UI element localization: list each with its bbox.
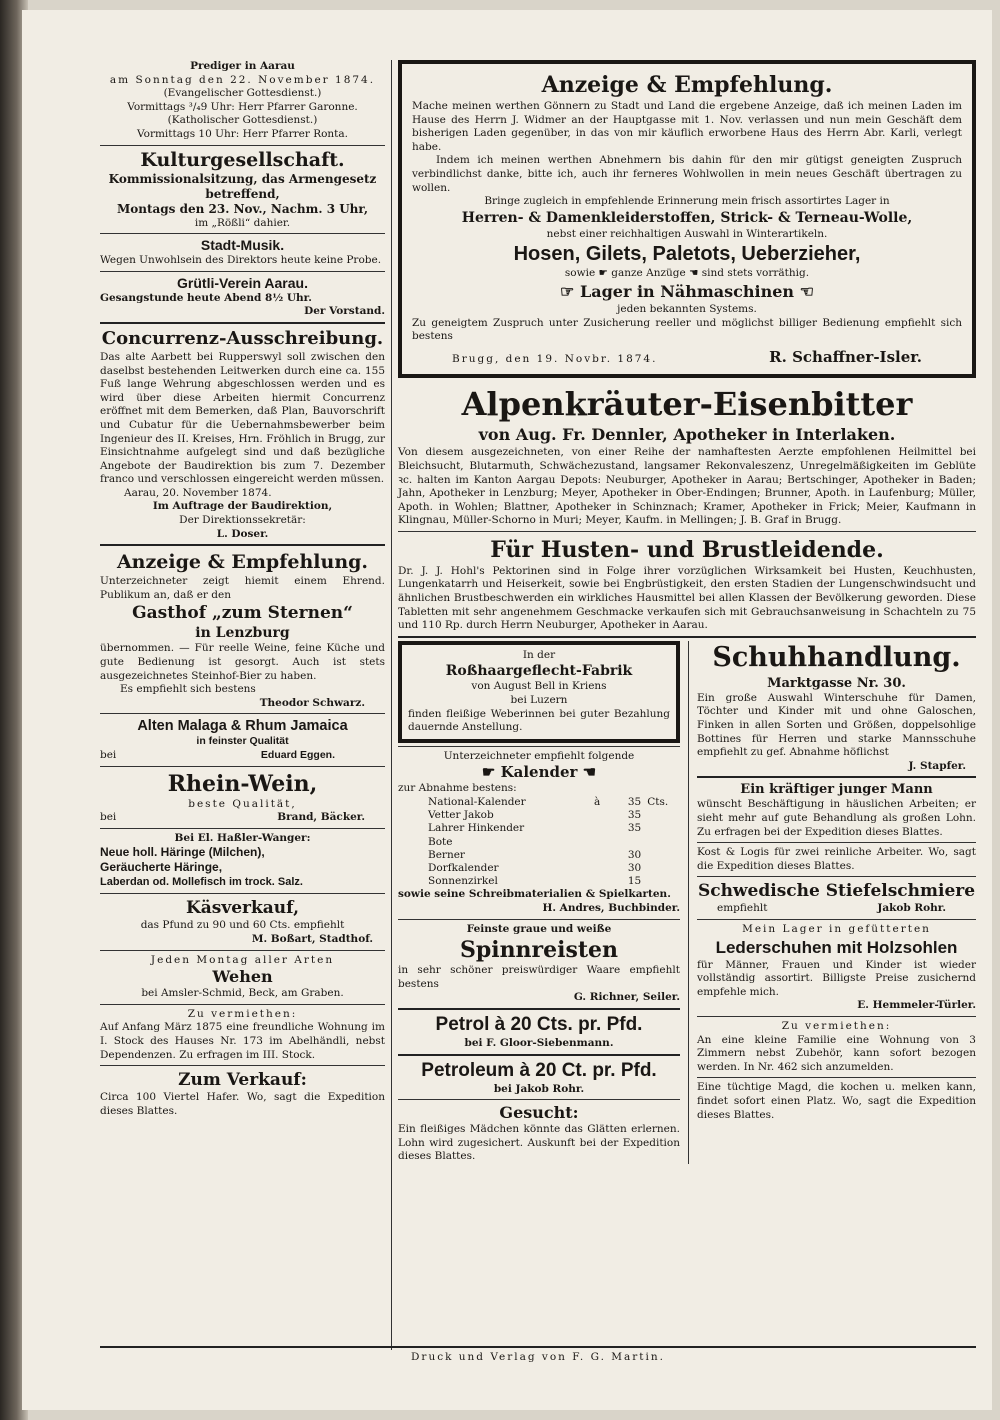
kalender-more: sowie seine Schreibmaterialien & Spielkarten. bbox=[398, 888, 671, 901]
verkauf-text: Circa 100 Viertel Hafer. Wo, sagt die Expedition dieses Blattes. bbox=[100, 1091, 385, 1117]
vermieten-left-notice bbox=[100, 1008, 385, 1062]
stiefel-title: Schwedische Stiefelschmiere bbox=[697, 881, 976, 902]
kalender-title: Kalender bbox=[500, 763, 578, 782]
concurrenz-sekr: Der Direktionssekretär: bbox=[179, 514, 306, 527]
hassler-notice bbox=[100, 832, 385, 891]
rosshaar-l3: bei Luzern bbox=[510, 694, 568, 707]
petrol-ad bbox=[398, 1013, 680, 1051]
kalender-item-name: Vetter Jakob bbox=[428, 809, 494, 822]
rosshaar-l2: von August Bell in Kriens bbox=[471, 680, 607, 693]
mann-title: Ein kräftiger junger Mann bbox=[740, 782, 933, 798]
kalender-item-pre bbox=[551, 849, 600, 862]
husten-ad bbox=[398, 535, 976, 633]
gesucht-text: Ein fleißiges Mädchen könnte das Glätten erlernen. Lohn wird zugesichert. Auskunft bei der Expedition dieses Blattes. bbox=[398, 1123, 680, 1163]
schaffner-big1: Herren- & Damenkleiderstoffen, Strick- & Terneau-Wolle, bbox=[461, 209, 913, 226]
stiefel-ad bbox=[697, 880, 976, 916]
kalender-list bbox=[398, 796, 680, 888]
rheinwein-notice bbox=[100, 770, 385, 825]
gruetli-notice bbox=[100, 275, 385, 319]
hand-left-icon: ☞ bbox=[560, 281, 580, 301]
concurrenz-date: Aarau, 20. November 1874. bbox=[124, 486, 272, 499]
hassler-line3: Laberdan od. Mollefisch im trock. Salz. bbox=[100, 876, 303, 889]
left-column bbox=[100, 60, 385, 1118]
schaffner-p1: Mache meinen werthen Gönnern zu Stadt und Land die ergebene Anzeige, daß ich meinen Laden im Hause des Herrn J. Widmer an der Hauptgasse mit 1. Nov. verlassen und nun mein Geschäft dem bisherigen Laden gegenüber, in das von mir käuflich erworbene Haus des Herrn Abr. Karli, verlegt habe. bbox=[412, 100, 962, 153]
rosshaar-l1: In der bbox=[522, 648, 556, 661]
kalender-item bbox=[398, 875, 680, 888]
kalender-item-price: 30 bbox=[627, 862, 642, 875]
vermieten-right-ad bbox=[697, 1020, 976, 1074]
kalender-item-unit bbox=[641, 849, 680, 862]
kalender-item-price: 15 bbox=[627, 875, 642, 888]
spinn-ad bbox=[398, 923, 680, 1005]
prediger-kath: (Katholischer Gottesdienst.) bbox=[167, 114, 318, 127]
malaga-name: Eduard Eggen. bbox=[260, 749, 335, 761]
kalender-item-pre bbox=[551, 822, 600, 848]
prediger-ev: (Evangelischer Gottesdienst.) bbox=[163, 87, 322, 100]
leder-sign: E. Hemmeler-Türler. bbox=[857, 999, 976, 1012]
wehen-line1: Jeden Montag aller Arten bbox=[150, 953, 335, 966]
mann-text: wünscht Beschäftigung in häuslichen Arbeiten; er sieht mehr auf gute Behandlung als großen Lohn. Zu erfragen bei der Expedition dieses Blattes. bbox=[697, 798, 976, 838]
kalender-item-name: Lahrer Hinkender Bote bbox=[428, 822, 525, 848]
gruetli-text: Gesangstunde heute Abend 8½ Uhr. bbox=[100, 291, 312, 304]
kalender-item-pre bbox=[551, 875, 600, 888]
husten-title: Für Husten- und Brustleidende. bbox=[490, 536, 884, 563]
concurrenz-auftrag: Im Auftrage der Baudirektion, bbox=[152, 500, 333, 513]
prediger-kath-time: Vormittags 10 Uhr: Herr Pfarrer Ronta. bbox=[137, 127, 348, 140]
footer bbox=[100, 1343, 976, 1365]
schaffner-title: Anzeige & Empfehlung. bbox=[541, 72, 833, 98]
kalender-ad bbox=[398, 750, 680, 916]
petroleum-title: Petroleum à 20 Ct. pr. Pfd. bbox=[421, 1059, 657, 1081]
kaese-notice bbox=[100, 897, 385, 946]
schaffner-naeh-sub: jeden bekannten Systems. bbox=[617, 302, 757, 315]
schaffner-ad bbox=[398, 60, 976, 378]
kultur-line2: betreffend, bbox=[205, 186, 280, 201]
right-column bbox=[398, 60, 976, 1164]
kalender-item-pre bbox=[551, 809, 600, 822]
rheinwein-sub: beste Qualität, bbox=[188, 797, 297, 810]
anzeige-left-intro: Unterzeichneter zeigt hiemit einem Ehrend. Publikum an, daß er den bbox=[100, 575, 385, 601]
mann-ad bbox=[697, 781, 976, 839]
rosshaar-ad bbox=[398, 641, 680, 743]
eisenbitter-ad bbox=[398, 384, 976, 528]
kultur-notice bbox=[100, 149, 385, 231]
spinn-sign: G. Richner, Seiler. bbox=[573, 991, 680, 1004]
kultur-line1: Kommissionalsitzung, das Armengesetz bbox=[108, 171, 377, 186]
kalender-item-unit: Cts. bbox=[647, 796, 669, 808]
spinn-title: Spinnreisten bbox=[459, 937, 619, 964]
stadtmusik-title: Stadt-Musik. bbox=[200, 237, 285, 254]
petroleum-bei: bei Jakob Rohr. bbox=[493, 1082, 585, 1095]
concurrenz-name: L. Doser. bbox=[216, 527, 269, 540]
kalender-item-unit bbox=[641, 809, 680, 822]
kost-ad bbox=[697, 846, 976, 873]
vermieten-right-text: An eine kleine Familie eine Wohnung von 3 Zimmern nebst Zubehör, kann sofort bezogen werden. In Nr. 462 sich anzumelden. bbox=[697, 1033, 976, 1073]
eisenbitter-title: Alpenkräuter-Eisenbitter bbox=[461, 385, 913, 424]
anzeige-left-title: Anzeige & Empfehlung. bbox=[116, 551, 369, 574]
hassler-line1: Neue holl. Häringe (Milchen), bbox=[100, 845, 265, 860]
kultur-line3: Montags den 23. Nov., Nachm. 3 Uhr, bbox=[116, 201, 369, 216]
leder-l2: für Männer, Frauen und Kinder ist wieder vollständig assortirt. Billigste Preise zusichernd empfehle mich. bbox=[697, 958, 976, 998]
schuh-ad bbox=[697, 641, 976, 774]
prediger-ev-time: Vormittags ³/₄9 Uhr: Herr Pfarrer Garonne. bbox=[127, 100, 358, 113]
verkauf-notice bbox=[100, 1069, 385, 1118]
kalender-item-name: Sonnenzirkel bbox=[428, 875, 498, 888]
stiefel-sub: empfiehlt bbox=[717, 902, 768, 915]
kalender-item bbox=[398, 849, 680, 862]
wehen-notice bbox=[100, 954, 385, 1001]
hassler-line2: Geräucherte Häringe, bbox=[100, 860, 223, 875]
kaese-text: das Pfund zu 90 und 60 Cts. empfiehlt bbox=[140, 919, 345, 932]
prediger-title: Prediger in Aarau bbox=[190, 60, 295, 72]
rosshaar-l4: finden fleißige Weberinnen bei guter Bezahlung dauernde Anstellung. bbox=[408, 707, 670, 734]
footer-imprint: Druck und Verlag von F. G. Martin. bbox=[411, 1351, 665, 1363]
anzeige-left-sign: Theodor Schwarz. bbox=[259, 696, 365, 709]
hand-left-icon: ☛ bbox=[481, 763, 501, 782]
anzeige-left-text: übernommen. — Für reelle Weine, feine Küche und gute Bedienung ist gesorgt. Auch ist stets ausgezeichnetes Steinhof-Bier zu haben. bbox=[100, 642, 385, 682]
husten-text: Dr. J. J. Hohl's Pektorinen sind in Folge ihrer vorzüglichen Wirksamkeit bei Husten, Keuchhusten, Lungenkatarrh und Heiserkeit, sowie bei Engbrüstigkeit, den ersten Stadien der Lungenschwindsucht und ähnlichen Brustbeschwerden ein wirkliches Hausmittel bei allen Klassen der Bevölkerung geworden. Diese Tabletten mit sehr angenehmem Geschmacke verkaufen sich mit Gebrauchsanweisung in Schachteln zu 75 und 110 Rp. durch Herrn Neuburger, Apotheker in Aarau. bbox=[398, 564, 976, 632]
schaffner-big2: Hosen, Gilets, Paletots, Ueberzieher, bbox=[513, 243, 861, 266]
kalender-item-unit bbox=[641, 875, 680, 888]
rheinwein-title: Rhein-Wein, bbox=[167, 770, 318, 797]
kalender-item-pre: à bbox=[593, 796, 601, 808]
leder-ad bbox=[697, 923, 976, 1013]
schuh-sign: J. Stapfer. bbox=[908, 759, 966, 772]
eisenbitter-text: Von diesem ausgezeichneten, von einer Reihe der namhaftesten Aerzte empfohlenen Heilmittel bei Bleichsucht, Blutarmuth, Schwächezustand, langsamer Rekonvaleszenz, Unregelmäßigkeiten im Geblüte ꝛc. halten im Kanton Aargau Depots: Neuburger, Apotheker in Aarau; Bertschinger, Apotheker in Baden; Jahn, Apotheker in Lenzburg; Meyer, Apotheker in Ober-Endingen; Brunner, Apoth. in Laufenburg; Müller, Apoth. in Wohlen; Blattner, Apotheker in Schinznach; Kramer, Apotheker in Frick; Meier, Kaufmann in Klingnau, Müller-Schorno in Muri; Meyer, Kaufm. in Mellingen; J. B. Graf in Brugg. bbox=[398, 446, 976, 527]
schuh-text: Ein große Auswahl Winterschuhe für Damen, Töchter und Kinder mit und ohne Galoschen, Finken in allen Sorten und Größen, doppelsohlige Bottines für Herren und starke Mannsschuhe empfiehlt zu gef. Abnahme höflichst bbox=[697, 691, 976, 759]
schuh-sub: Marktgasse Nr. 30. bbox=[767, 675, 906, 691]
prediger-date: am Sonntag den 22. November 1874. bbox=[109, 73, 376, 86]
concurrenz-text: Das alte Aarbett bei Rupperswyl soll zwischen den daselbst bestehenden Leitwerken durch eine ca. 155 Fuß lange Wehrung abgeschlossen werden und es wird über diese Arbeiten hiermit Concurrenz eröffnet mit dem Bemerken, daß Plan, Bauvorschrift und Cubatur für die Uebernahmsbewerber beim Ingenieur des II. Kreises, Hrn. Fröhlich in Brugg, zur Einsichtnahme aufgelegt sind und daß bezügliche Angebote der Baudirektion bis zum 7. Dezember franco und verschlossen eingereicht werden müssen. bbox=[100, 350, 385, 486]
kalender-item-unit bbox=[641, 862, 680, 875]
kalender-sign: H. Andres, Buchbinder. bbox=[542, 902, 680, 915]
verkauf-title: Zum Verkauf: bbox=[178, 1070, 307, 1091]
column-divider bbox=[391, 60, 392, 1350]
gesucht-title: Gesucht: bbox=[499, 1103, 579, 1123]
kalender-item-pre bbox=[551, 862, 600, 875]
leder-l1: Mein Lager in gefütterten bbox=[742, 922, 931, 935]
leder-title: Lederschuhen mit Holzsohlen bbox=[715, 937, 958, 957]
kalender-intro: Unterzeichneter empfiehlt folgende bbox=[443, 749, 635, 762]
gesucht-ad bbox=[398, 1103, 680, 1164]
kalender-item-price: 30 bbox=[627, 848, 642, 861]
kalender-item bbox=[398, 822, 680, 848]
schuh-title: Schuhhandlung. bbox=[712, 641, 961, 673]
schaffner-sign: R. Schaffner-Isler. bbox=[769, 347, 922, 366]
kultur-title: Kulturgesellschaft. bbox=[140, 148, 345, 171]
malaga-notice bbox=[100, 717, 385, 762]
kalender-item-unit bbox=[641, 822, 680, 848]
petrol-bei: bei F. Gloor-Siebenmann. bbox=[464, 1036, 614, 1049]
schaffner-p2: Indem ich meinen werthen Abnehmern bis dahin für den mir gütigst geneigten Zuspruch verbindlichst danke, bitte ich, auch ihr ferneres Wohlwollen in mein neues Geschäft übertragen zu wollen. bbox=[412, 154, 962, 194]
vermieten-left-text: Auf Anfang März 1875 eine freundliche Wohnung im I. Stock des Hauses Nr. 173 im Abelhändli, nebst Dependenzen. Zu erfragen im III. Stock. bbox=[100, 1021, 385, 1061]
hand-right-icon: ☜ bbox=[794, 281, 814, 301]
kalender-item bbox=[398, 809, 680, 822]
wehen-line2: bei Amsler-Schmid, Beck, am Graben. bbox=[141, 987, 344, 1000]
gruetli-sign: Der Vorstand. bbox=[304, 305, 385, 318]
spinn-l2: in sehr schöner preiswürdiger Waare empfiehlt bestens bbox=[398, 964, 680, 990]
malaga-sub: in feinster Qualität bbox=[196, 735, 289, 748]
right-sub-left bbox=[398, 641, 680, 1164]
kaese-title: Käsverkauf, bbox=[185, 898, 300, 919]
schaffner-p3: Bringe zugleich in empfehlende Erinnerung mein frisch assortirtes Lager in bbox=[484, 195, 890, 208]
malaga-title: Alten Malaga & Rhum Jamaica bbox=[137, 718, 348, 735]
kalender-item-price: 35 bbox=[627, 809, 642, 822]
rheinwein-name: Brand, Bäcker. bbox=[277, 811, 365, 824]
hand-right-icon: ☚ bbox=[577, 763, 597, 782]
right-sub-right bbox=[688, 641, 976, 1164]
kalender-item-price: 35 bbox=[627, 796, 642, 808]
stadtmusik-notice bbox=[100, 237, 385, 268]
magd-text: Eine tüchtige Magd, die kochen u. melken kann, findet sofort einen Platz. Wo, sagt die Expedition dieses Blattes. bbox=[697, 1081, 976, 1121]
kalender-item-name: National-Kalender bbox=[428, 796, 526, 808]
stadtmusik-text: Wegen Unwohlsein des Direktors heute keine Probe. bbox=[100, 254, 382, 267]
stiefel-name: Jakob Rohr. bbox=[877, 902, 946, 915]
hassler-title: Bei El. Haßler-Wanger: bbox=[174, 831, 311, 844]
spinn-l1: Feinste graue und weiße bbox=[466, 922, 612, 935]
vermieten-left-title: Zu vermiethen: bbox=[187, 1007, 298, 1020]
rheinwein-bei: bei bbox=[100, 811, 117, 824]
concurrenz-notice bbox=[100, 327, 385, 541]
rosshaar-title: Roßhaargeflecht-Fabrik bbox=[445, 663, 633, 680]
kultur-line4: im „Rößli“ dahier. bbox=[194, 216, 291, 229]
kalender-item-name: Berner bbox=[428, 848, 465, 861]
anzeige-left-gasthof: Gasthof „zum Sternen“ bbox=[132, 603, 353, 624]
schaffner-date: Brugg, den 19. Novbr. 1874. bbox=[452, 352, 658, 365]
kalender-item bbox=[398, 796, 680, 809]
schaffner-p4: nebst einer reichhaltigen Auswahl in Winterartikeln. bbox=[546, 227, 828, 240]
malaga-bei: bei bbox=[100, 749, 117, 761]
wehen-title: Wehen bbox=[212, 967, 273, 987]
magd-ad bbox=[697, 1081, 976, 1122]
gruetli-title: Grütli-Verein Aarau. bbox=[177, 274, 308, 291]
kalender-item-name: Dorfkalender bbox=[428, 862, 499, 875]
anzeige-left-place: in Lenzburg bbox=[195, 625, 290, 642]
prediger-notice bbox=[100, 60, 385, 142]
petroleum-ad bbox=[398, 1059, 680, 1097]
schaffner-anzuege: sowie ☛ ganze Anzüge ☚ sind stets vorräthig. bbox=[564, 267, 810, 280]
kalender-abnahme: zur Abnahme bestens: bbox=[398, 782, 517, 795]
kalender-item bbox=[398, 862, 680, 875]
kaese-sign: M. Boßart, Stadthof. bbox=[251, 932, 373, 945]
schaffner-naeh: Lager in Nähmaschinen bbox=[579, 281, 795, 301]
petrol-title: Petrol à 20 Cts. pr. Pfd. bbox=[435, 1013, 643, 1035]
vermieten-right-title: Zu vermiethen: bbox=[781, 1019, 892, 1032]
concurrenz-title: Concurrenz-Ausschreibung. bbox=[101, 327, 384, 349]
anzeige-sternen bbox=[100, 549, 385, 710]
anzeige-left-empf: Es empfiehlt sich bestens bbox=[120, 683, 256, 696]
kalender-item-price: 35 bbox=[627, 822, 642, 835]
eisenbitter-sub: von Aug. Fr. Dennler, Apotheker in Interlaken. bbox=[478, 425, 896, 445]
kost-text: Kost & Logis für zwei reinliche Arbeiter. Wo, sagt die Expedition dieses Blattes. bbox=[697, 846, 976, 872]
schaffner-p5: Zu geneigtem Zuspruch unter Zusicherung reeller und möglichst billiger Bedienung empfiehlt sich bestens bbox=[412, 316, 962, 343]
